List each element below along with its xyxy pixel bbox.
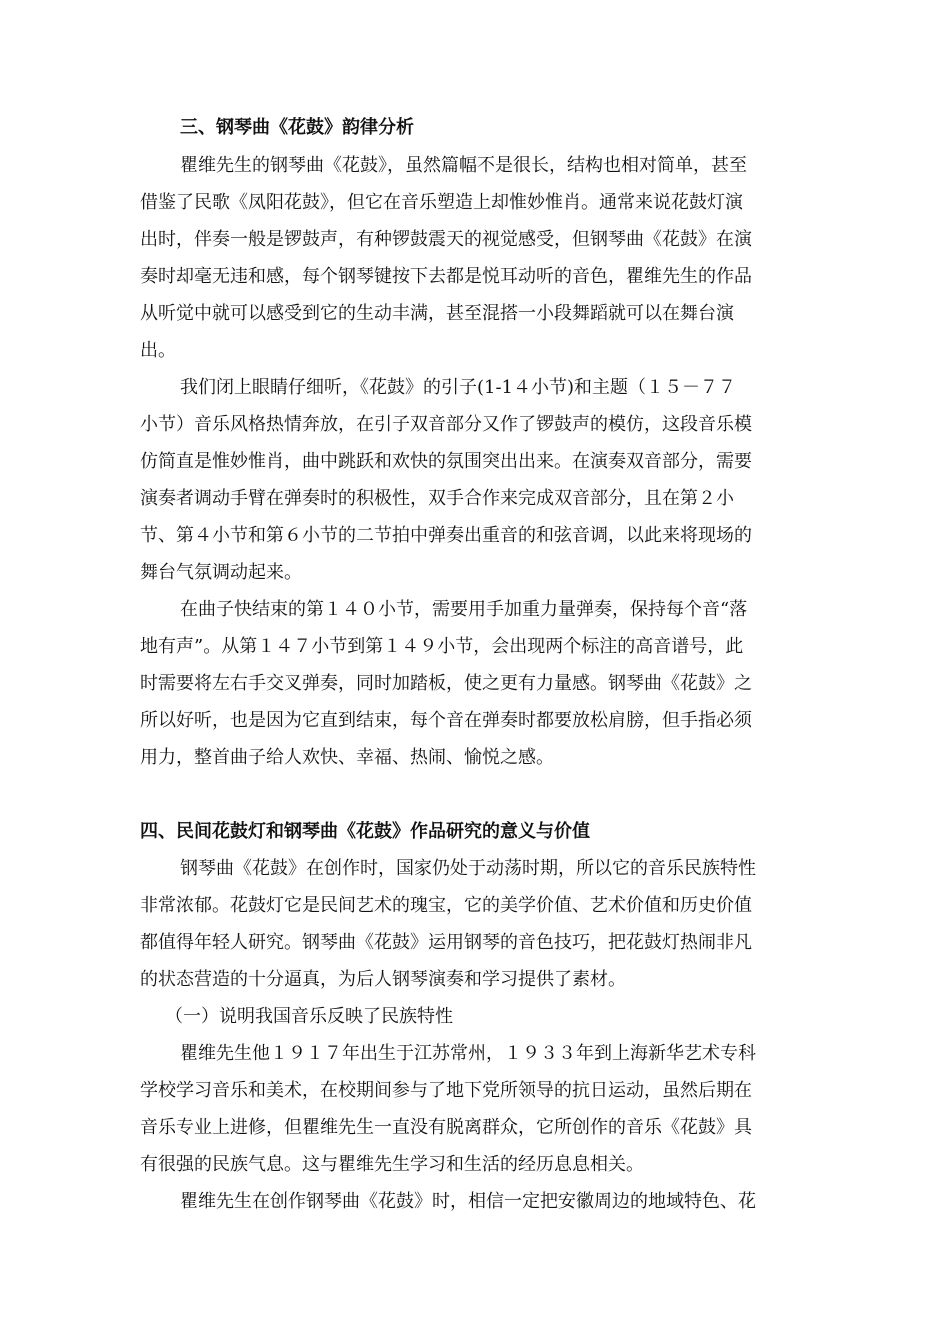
- paragraph-line: 借鉴了民歌《凤阳花鼓》，但它在音乐塑造上却惟妙惟肖。通常来说花鼓灯演: [140, 192, 743, 213]
- paragraph-line: 用力，整首曲子给人欢快、幸福、热闹、愉悦之感。: [140, 747, 554, 768]
- paragraph-line: 演奏者调动手臂在弹奏时的积极性，双手合作来完成双音部分，且在第２小: [140, 488, 734, 509]
- paragraph-line: 学校学习音乐和美术，在校期间参与了地下党所领导的抗日运动，虽然后期在: [140, 1080, 752, 1101]
- paragraph-line: 音乐专业上进修，但瞿维先生一直没有脱离群众，它所创作的音乐《花鼓》具: [140, 1117, 752, 1138]
- paragraph-line: 出时，伴奏一般是锣鼓声，有种锣鼓震天的视觉感受，但钢琴曲《花鼓》在演: [140, 229, 752, 250]
- paragraph-line: 时需要将左右手交叉弹奏，同时加踏板，使之更有力量感。钢琴曲《花鼓》之: [140, 673, 752, 694]
- subsection-heading: （一）说明我国音乐反映了民族特性: [165, 1006, 453, 1027]
- paragraph-line: 舞台气氛调动起来。: [140, 562, 302, 583]
- paragraph-line: 的状态营造的十分逼真，为后人钢琴演奏和学习提供了素材。: [140, 969, 626, 990]
- paragraph-line: 小节）音乐风格热情奔放，在引子双音部分又作了锣鼓声的模仿，这段音乐模: [140, 414, 752, 435]
- paragraph-line: 瞿维先生他１９１７年出生于江苏常州，１９３３年到上海新华艺术专科: [180, 1043, 756, 1064]
- paragraph-line: 瞿维先生在创作钢琴曲《花鼓》时，相信一定把安徽周边的地域特色、花: [180, 1191, 756, 1212]
- paragraph-line: 在曲子快结束的第１４０小节，需要用手加重力量弹奏，保持每个音“落: [180, 599, 748, 620]
- section-3-heading: 三、钢琴曲《花鼓》韵律分析: [180, 117, 414, 138]
- paragraph-line: 有很强的民族气息。这与瞿维先生学习和生活的经历息息相关。: [140, 1154, 644, 1175]
- paragraph-line: 出。: [140, 340, 176, 361]
- paragraph-line: 瞿维先生的钢琴曲《花鼓》，虽然篇幅不是很长，结构也相对简单，甚至: [180, 155, 747, 176]
- paragraph-line: 所以好听，也是因为它直到结束，每个音在弹奏时都要放松肩膀，但手指必须: [140, 710, 752, 731]
- paragraph-line: 非常浓郁。花鼓灯它是民间艺术的瑰宝，它的美学价值、艺术价值和历史价值: [140, 895, 752, 916]
- paragraph-line: 钢琴曲《花鼓》在创作时，国家仍处于动荡时期，所以它的音乐民族特性: [180, 858, 756, 879]
- paragraph-line: 都值得年轻人研究。钢琴曲《花鼓》运用钢琴的音色技巧，把花鼓灯热闹非凡: [140, 932, 752, 953]
- paragraph-line: 地有声”。从第１４７小节到第１４９小节，会出现两个标注的高音谱号，此: [140, 636, 744, 657]
- section-4-heading: 四、民间花鼓灯和钢琴曲《花鼓》作品研究的意义与价值: [140, 821, 590, 842]
- paragraph-line: 仿简直是惟妙惟肖，曲中跳跃和欢快的氛围突出出来。在演奏双音部分，需要: [140, 451, 752, 472]
- paragraph-line: 节、第４小节和第６小节的二节拍中弹奏出重音的和弦音调，以此来将现场的: [140, 525, 752, 546]
- paragraph-line: 我们闭上眼睛仔细听，《花鼓》的引子(1-1４小节)和主题（１５－７７: [180, 377, 737, 398]
- paragraph-line: 从听觉中就可以感受到它的生动丰满，甚至混搭一小段舞蹈就可以在舞台演: [140, 303, 734, 324]
- paragraph-line: 奏时却毫无违和感，每个钢琴键按下去都是悦耳动听的音色，瞿维先生的作品: [140, 266, 752, 287]
